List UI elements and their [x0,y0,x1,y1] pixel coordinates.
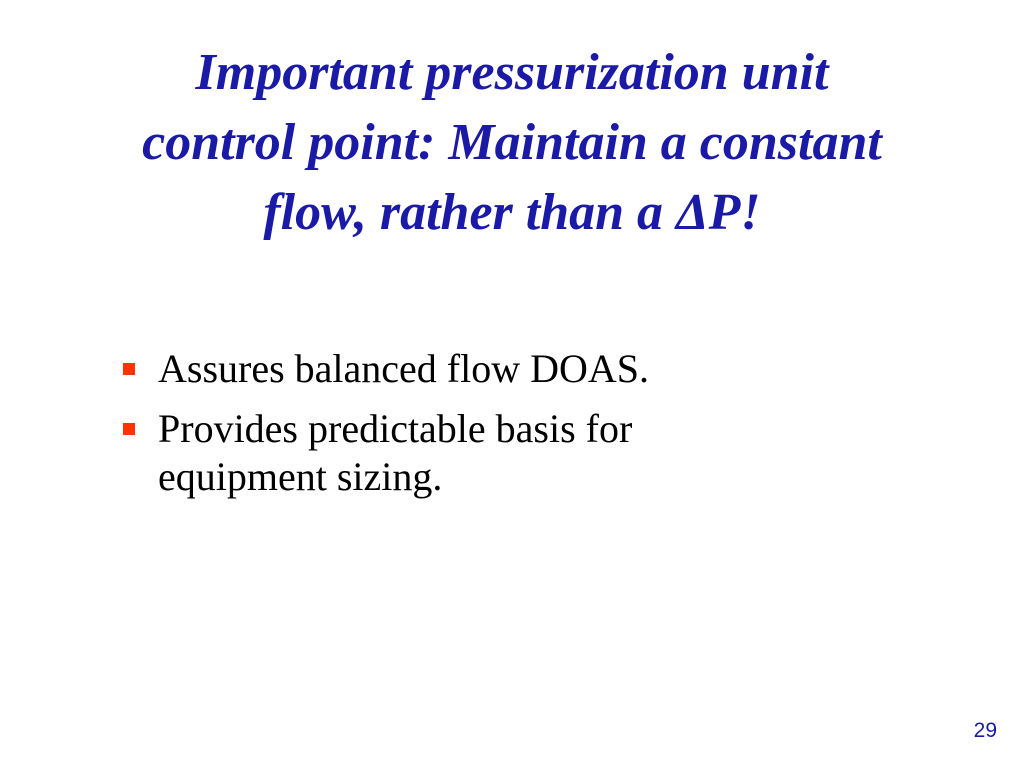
bullet-text-line: equipment sizing. [158,454,443,499]
bullet-text-line: Provides predictable basis for [158,406,633,451]
slide-title-line: flow, rather than a ΔP! [263,184,761,241]
bullet-text [158,405,840,501]
bullet-item [120,405,840,501]
bullet-list [120,345,840,513]
square-bullet-icon [123,363,135,375]
bullet-item [120,345,840,393]
slide-title-line: control point: Maintain a constant [142,114,882,171]
slide-title [40,38,984,248]
slide-title-line: Important pressurization unit [195,44,829,101]
bullet-text [158,345,840,393]
bullet-text-line: Assures balanced flow DOAS. [158,346,650,391]
square-bullet-icon [123,423,135,435]
page-number: 29 [973,719,997,742]
